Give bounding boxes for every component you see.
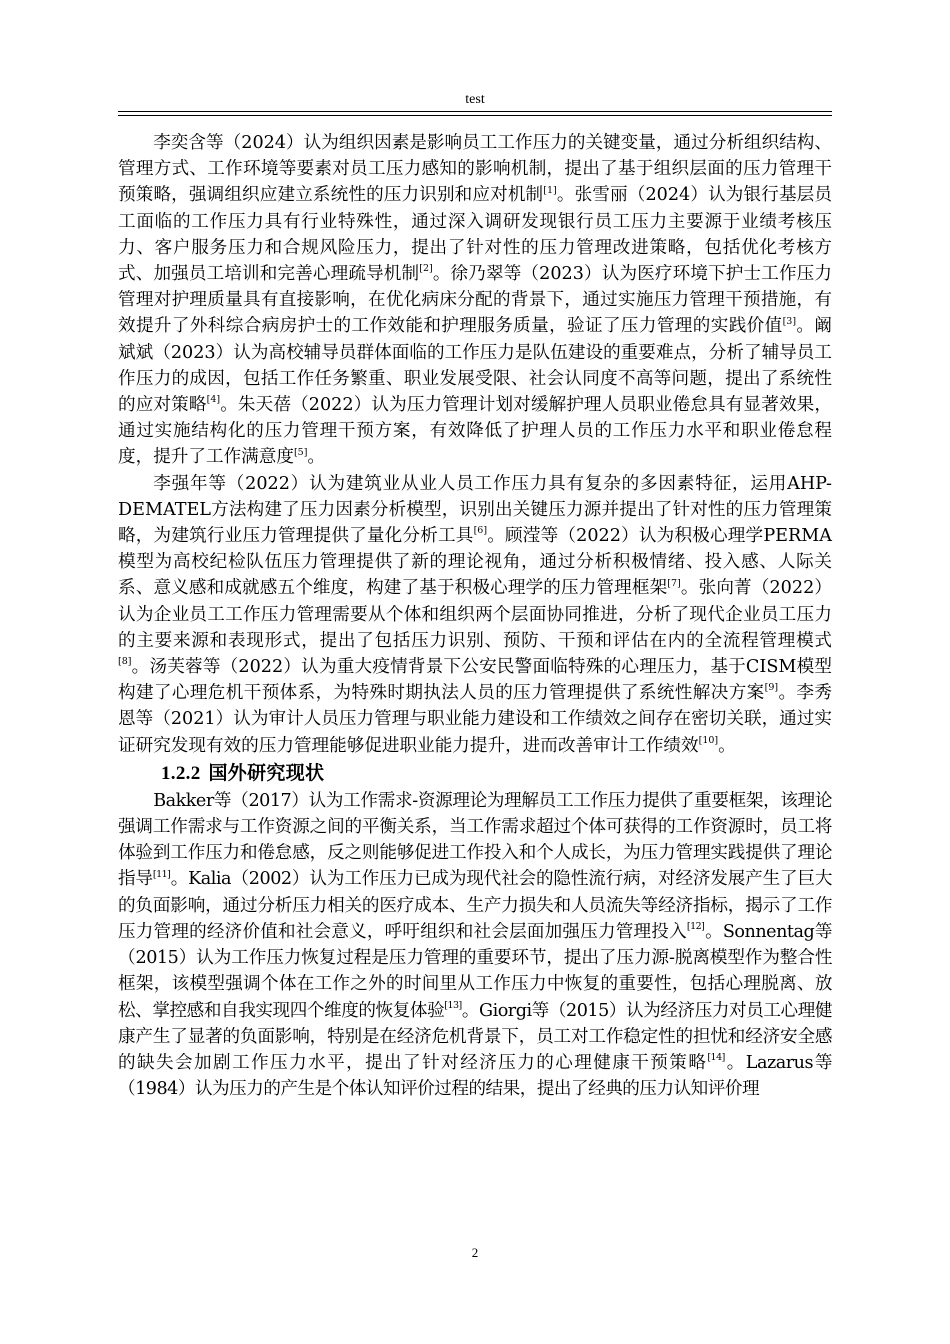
text-run: 。 — [307, 447, 326, 468]
section-number: 1.2.2 — [161, 762, 201, 784]
citation-6: [6] — [473, 525, 488, 537]
citation-11: [11] — [152, 868, 171, 880]
text-run: 李奕含等（2024）认为组织因素是影响员工工作压力的关键变量，通过分析组织结构、管理方式、工作环境等要素对员工压力感知的影响机制，提出了基于组织层面的压力管理干预策略，强调组织应建立系统性的压力识别和应对机制 — [118, 133, 832, 206]
running-head: test — [465, 92, 485, 107]
citation-8: [8] — [118, 656, 132, 668]
page-number: 2 — [471, 1245, 479, 1260]
paragraph-domestic-1 — [118, 130, 832, 471]
text-run: Bakker等（2017）认为工作需求-资源理论为理解员工工作压力提供了重要框架，该理论强调工作需求与工作资源之间的平衡关系，当工作需求超过个体可获得的工作资源时，员工将体验到工作压力和倦怠感，反之则能够促进工作投入和个人成长，为压力管理实践提供了理论指导 — [118, 790, 832, 890]
paragraph-domestic-2 — [118, 471, 832, 759]
text-run: 。Lazarus等（1984）认为压力的产生是个体认知评价过程的结果，提出了经典的压力认知评价理 — [118, 1052, 832, 1100]
citation-12: [12] — [686, 921, 705, 933]
text-run: 。张向菁（2022）认为企业员工工作压力管理需要从个体和组织两个层面协同推进，分析了现代企业员工压力的主要来源和表现形式，提出了包括压力识别、预防、干预和评估在内的全流程管理模式 — [118, 578, 832, 651]
section-heading — [118, 759, 832, 788]
citation-10: [10] — [698, 734, 719, 746]
document-body — [118, 130, 832, 1102]
text-run: 。Sonnentag等（2015）认为工作压力恢复过程是压力管理的重要环节，提出了压力源-脱离模型作为整合性框架，该模型强调个体在工作之外的时间里从工作压力中恢复的重要性，包括心理脱离、放松、掌控感和自我实现四个维度的恢复体验 — [118, 921, 832, 1021]
text-run: 。顾滢等（2022）认为积极心理学PERMA模型为高校纪检队伍压力管理提供了新的理论视角，通过分析积极情绪、投入感、人际关系、意义感和成就感五个维度，构建了基于积极心理学的压力管理框架 — [118, 526, 832, 599]
citation-3: [3] — [782, 315, 797, 327]
text-run: 。 — [718, 735, 736, 756]
citation-2: [2] — [419, 263, 433, 275]
header-rule-thin — [118, 115, 832, 116]
text-run: 。张雪丽（2024）认为银行基层员工面临的工作压力具有行业特殊性，通过深入调研发现银行员工压力主要源于业绩考核压力、客户服务压力和合规风险压力，提出了针对性的压力管理改进策略，包括优化考核方式、加强员工培训和完善心理疏导机制 — [118, 185, 832, 285]
text-run: 。朱天蓓（2022）认为压力管理计划对缓解护理人员职业倦怠具有显著效果，通过实施结构化的压力管理干预方案，有效降低了护理人员的工作压力水平和职业倦怠程度，提升了工作满意度 — [118, 395, 832, 468]
citation-1: [1] — [543, 184, 557, 196]
citation-4: [4] — [206, 394, 221, 406]
text-run: 。汤芙蓉等（2022）认为重大疫情背景下公安民警面临特殊的心理压力，基于CISM模型构建了心理危机干预体系，为特殊时期执法人员的压力管理提供了系统性解决方案 — [118, 657, 832, 704]
citation-7: [7] — [667, 577, 681, 589]
text-run: 。阚斌斌（2023）认为高校辅导员群体面临的工作压力是队伍建设的重要难点，分析了辅导员工作压力的成因，包括工作任务繁重、职业发展受限、社会认同度不高等问题，提出了系统性的应对策略 — [118, 316, 832, 416]
citation-9: [9] — [764, 682, 779, 694]
text-run: 。Kalia（2002）认为工作压力已成为现代社会的隐性流行病，对经济发展产生了巨大的负面影响，通过分析压力相关的医疗成本、生产力损失和人员流失等经济指标，揭示了工作压力管理的经济价值和社会意义，呼吁组织和社会层面加强压力管理投入 — [118, 869, 832, 942]
header-rule-thick — [118, 111, 832, 112]
citation-13: [13] — [444, 999, 462, 1011]
paragraph-foreign-1 — [118, 788, 832, 1102]
citation-5: [5] — [293, 446, 308, 458]
text-run: 。徐乃翠等（2023）认为医疗环境下护士工作压力管理对护理质量具有直接影响，在优化病床分配的背景下，通过实施压力管理干预措施，有效提升了外科综合病房护士的工作效能和护理服务质量，验证了压力管理的实践价值 — [118, 264, 832, 337]
citation-14: [14] — [707, 1052, 725, 1064]
section-title: 国外研究现状 — [208, 761, 325, 784]
text-run: 李强年等（2022）认为建筑业从业人员工作压力具有复杂的多因素特征，运用AHP-DEMATEL方法构建了压力因素分析模型，识别出关键压力源并提出了针对性的压力管理策略，为建筑行业压力管理提供了量化分析工具 — [118, 473, 832, 547]
text-run: 。李秀恩等（2021）认为审计人员压力管理与职业能力建设和工作绩效之间存在密切关联，通过实证研究发现有效的压力管理能够促进职业能力提升，进而改善审计工作绩效 — [118, 683, 832, 756]
text-run: 。Giorgi等（2015）认为经济压力对员工心理健康产生了显著的负面影响，特别是在经济危机背景下，员工对工作稳定性的担忧和经济安全感的缺失会加剧工作压力水平，提出了针对经济压力的心理健康干预策略 — [118, 1000, 832, 1073]
